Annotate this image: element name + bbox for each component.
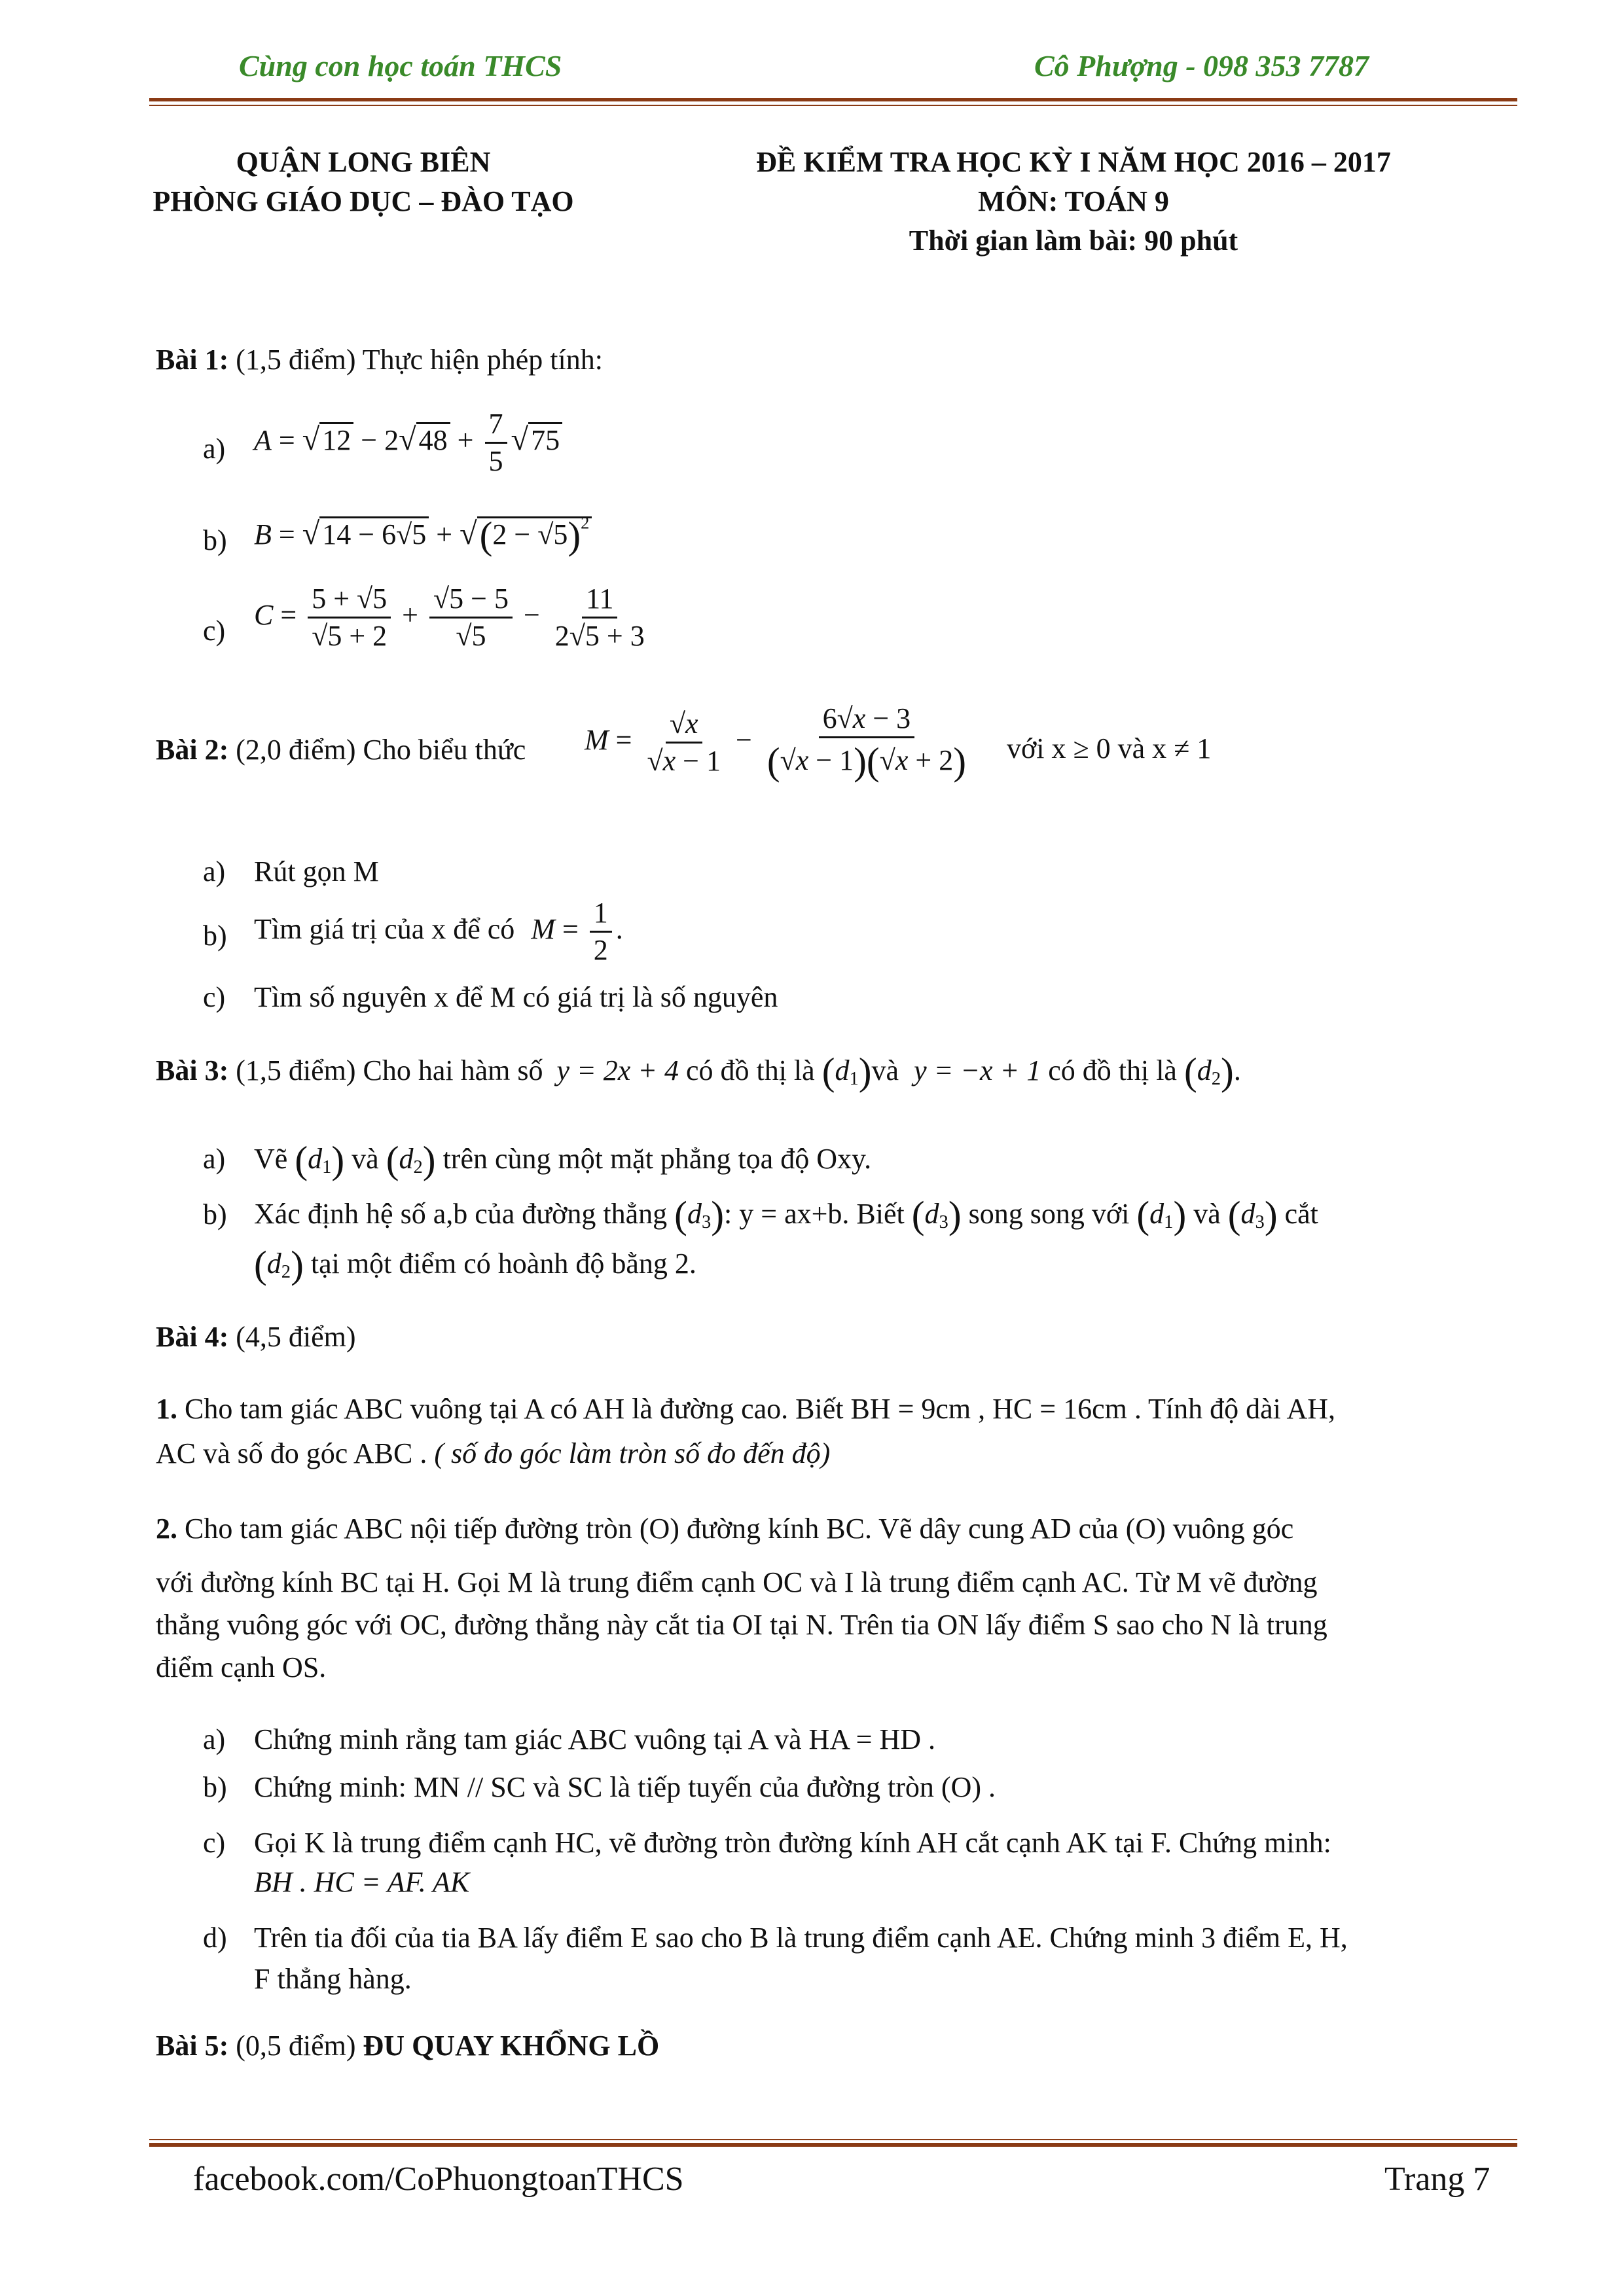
footer-rule-thick bbox=[149, 2143, 1517, 2147]
bai1-formula-c: C = $\frac{5 + √5}{√5 + 2}$ + $\frac{√5 - 5}{√5}$ − $\frac{11}{2√5 + 3}$ bbox=[254, 583, 645, 653]
bai2-intro: (2,0 điểm) Cho biểu thức bbox=[236, 734, 526, 766]
bai4-heading bbox=[156, 1319, 356, 1355]
bai1-formula-a: A = √12 − 2√48 + $\frac{7}{5}$ √75 bbox=[254, 409, 562, 476]
bai2-c-label: c) bbox=[203, 981, 226, 1013]
bai3-and: và bbox=[871, 1054, 899, 1086]
bai1-heading bbox=[156, 342, 603, 378]
bai3-function-2: y = −x + 1 bbox=[914, 1054, 1041, 1086]
bai4-part2-num: 2. bbox=[156, 1513, 177, 1545]
bai4-part2-text1: Cho tam giác ABC nội tiếp đường tròn (O) đường kính BC. Vẽ dây cung AD của (O) vuông góc bbox=[185, 1513, 1294, 1545]
bai4-part1-line1 bbox=[156, 1391, 1335, 1427]
bai2-b-text: Tìm giá trị của x để có bbox=[254, 912, 515, 945]
bai4-part1-num: 1. bbox=[156, 1393, 177, 1425]
bai3-b-end: cắt bbox=[1284, 1197, 1318, 1230]
bai3-b-row2: $(d_2)$ tại một điểm có hoành độ bằng 2. bbox=[254, 1243, 696, 1286]
header-left: Cùng con học toán THCS bbox=[239, 49, 562, 82]
bai2-b-row: Tìm giá trị của x để có M = $\frac{1}{2}$ . bbox=[254, 897, 623, 967]
bai2-a-label: a) bbox=[203, 855, 226, 888]
bai3-heading: Bài 3: (1,5 điểm) Cho hai hàm số y = 2x + 4 có đồ thị là $(d_1)và$ y = −x + 1 có đồ thị là $(d_2)$. bbox=[156, 1050, 1241, 1093]
bai4-part2-line3: thẳng vuông góc với OC, đường thẳng này cắt tia OI tại N. Trên tia ON lấy điểm S sao cho N là trung bbox=[156, 1609, 1327, 1641]
bai4-c-label: c) bbox=[203, 1827, 226, 1859]
bai4-d-text1: Trên tia đối của tia BA lấy điểm E sao cho B là trung điểm cạnh AE. Chứng minh 3 điểm E, H, bbox=[254, 1922, 1348, 1954]
bai1-label: Bài 1: bbox=[156, 344, 229, 376]
bai4-c-text1: Gọi K là trung điểm cạnh HC, vẽ đường tròn đường kính AH cắt cạnh AK tại F. Chứng minh: bbox=[254, 1827, 1331, 1859]
bai2-b-label: b) bbox=[203, 920, 227, 952]
bai5-label: Bài 5: bbox=[156, 2030, 229, 2062]
exam-time: Thời gian làm bài: 90 phút bbox=[909, 224, 1238, 257]
bai4-b-text: Chứng minh: MN // SC và SC là tiếp tuyến của đường tròn (O) . bbox=[254, 1771, 996, 1803]
bai3-a-mid: và bbox=[352, 1142, 379, 1175]
bai4-c-text2: BH . HC = AF. AK bbox=[254, 1866, 470, 1898]
bai4-label: Bài 4: bbox=[156, 1321, 229, 1353]
bai3-b-label: b) bbox=[203, 1198, 227, 1230]
bai3-intro: (1,5 điểm) Cho hai hàm số bbox=[236, 1054, 543, 1086]
bai2-condition: với x ≥ 0 và x ≠ 1 bbox=[1007, 732, 1212, 764]
exam-title: ĐỀ KIỂM TRA HỌC KỲ I NĂM HỌC 2016 – 2017 bbox=[756, 146, 1391, 178]
bai2-heading bbox=[156, 732, 526, 768]
bai1-a-label: a) bbox=[203, 433, 226, 465]
district-name: QUẬN LONG BIÊN bbox=[236, 146, 491, 178]
bai1-c-label: c) bbox=[203, 615, 226, 647]
bai2-formula-m: M = $\frac{√x}{√x - 1}$ − $\frac{6√x - 3}{(√x - 1)(√x + 2)}$ bbox=[585, 702, 966, 783]
bai4-b-label: b) bbox=[203, 1771, 227, 1803]
bai1-b-label: b) bbox=[203, 524, 227, 556]
bai3-a-pre: Vẽ bbox=[254, 1142, 288, 1175]
bai5-heading bbox=[156, 2028, 659, 2064]
header-rule-thin bbox=[149, 105, 1517, 106]
bai3-a-post: trên cùng một mặt phẳng tọa độ Oxy. bbox=[442, 1142, 872, 1175]
bai3-b-mid1: . Biết bbox=[842, 1197, 905, 1230]
bai4-part1-text2: AC và số đo góc ABC . bbox=[156, 1437, 427, 1469]
bai3-a-row: Vẽ $(d_1)$ và $(d_2)$ trên cùng một mặt phẳng tọa độ Oxy. bbox=[254, 1138, 872, 1181]
footer-rule-thin bbox=[149, 2139, 1517, 2140]
bai5-title: ĐU QUAY KHỔNG LỒ bbox=[363, 2030, 660, 2062]
bai4-a-text: Chứng minh rằng tam giác ABC vuông tại A và HA = HD . bbox=[254, 1723, 936, 1755]
bai4-part1-note: ( số đo góc làm tròn số đo đến độ) bbox=[434, 1437, 831, 1469]
department-name: PHÒNG GIÁO DỤC – ĐÀO TẠO bbox=[153, 185, 574, 217]
bai3-b-mid3: và bbox=[1193, 1197, 1221, 1230]
bai3-function-1: y = 2x + 4 bbox=[556, 1054, 679, 1086]
bai4-intro: (4,5 điểm) bbox=[236, 1321, 356, 1353]
exam-subject: MÔN: TOÁN 9 bbox=[978, 185, 1169, 217]
header-right: Cô Phượng - 098 353 7787 bbox=[1034, 49, 1369, 82]
bai4-a-label: a) bbox=[203, 1723, 226, 1755]
bai3-b-eq: : y = ax+b bbox=[724, 1197, 842, 1230]
header-rule-thick bbox=[149, 98, 1517, 101]
bai1-formula-b: $B = √14 - 6√5 + √(2 - √5)^2$ bbox=[254, 512, 592, 558]
bai4-part2-line1 bbox=[156, 1511, 1293, 1547]
bai3-b-line2: tại một điểm có hoành độ bằng 2. bbox=[310, 1247, 696, 1280]
bai2-label: Bài 2: bbox=[156, 734, 229, 766]
bai2-a-text: Rút gọn M bbox=[254, 855, 379, 888]
bai4-part1-text1: Cho tam giác ABC vuông tại A có AH là đường cao. Biết BH = 9cm , HC = 16cm . Tính độ dài AH, bbox=[185, 1393, 1336, 1425]
bai2-c-text: Tìm số nguyên x để M có giá trị là số nguyên bbox=[254, 981, 778, 1013]
bai1-intro: (1,5 điểm) Thực hiện phép tính: bbox=[236, 344, 603, 376]
bai3-label: Bài 3: bbox=[156, 1054, 229, 1086]
bai4-part1-line2 bbox=[156, 1435, 830, 1471]
bai3-mid2: có đồ thị là bbox=[1048, 1054, 1177, 1086]
bai4-d-text2: F thẳng hàng. bbox=[254, 1963, 412, 1995]
bai4-part2-line2: với đường kính BC tại H. Gọi M là trung điểm cạnh OC và I là trung điểm cạnh AC. Từ M vẽ đường bbox=[156, 1566, 1318, 1598]
footer-page-number: Trang 7 bbox=[1384, 2161, 1490, 2198]
bai3-a-label: a) bbox=[203, 1143, 226, 1175]
footer-facebook: facebook.com/CoPhuongtoanTHCS bbox=[193, 2161, 684, 2198]
bai3-b-mid2: song song với bbox=[968, 1197, 1130, 1230]
bai4-part2-line4: điểm cạnh OS. bbox=[156, 1651, 327, 1683]
bai3-b-row: Xác định hệ số a,b của đường thẳng $(d_3)$: y = ax+b. Biết $(d_3)$ song song với $(d_1)$ và $(d_3)$ cắt bbox=[254, 1193, 1318, 1236]
bai3-b-pre: Xác định hệ số a,b của đường thẳng bbox=[254, 1197, 668, 1230]
bai5-intro: (0,5 điểm) bbox=[236, 2030, 356, 2062]
bai4-d-label: d) bbox=[203, 1922, 227, 1954]
bai3-mid1: có đồ thị là bbox=[685, 1054, 815, 1086]
